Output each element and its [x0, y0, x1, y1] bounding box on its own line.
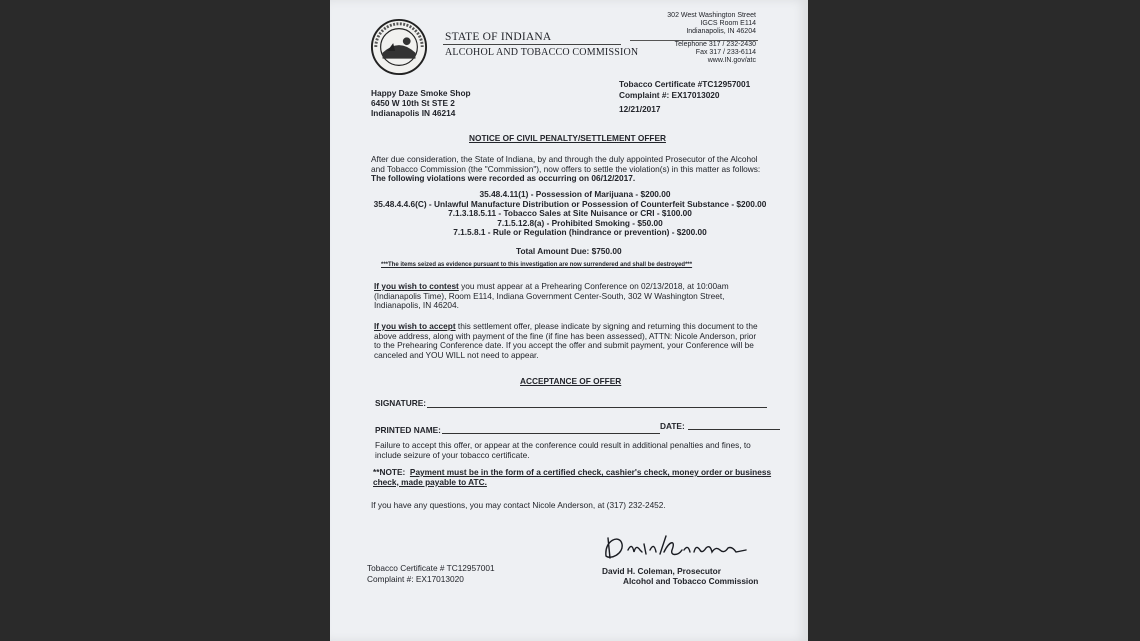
accept-paragraph — [374, 322, 758, 360]
intro-line-2: and Tobacco Commission (the "Commission"), now offers to settle the violation(s) in this matter as follows: — [371, 163, 761, 174]
contest-line-1: you must appear at a Prehearing Conference on 02/13/2018, at 10:00am — [458, 281, 729, 291]
handwritten-signature — [600, 530, 750, 566]
signature-label: SIGNATURE: — [375, 398, 427, 408]
printed-name-field[interactable] — [442, 433, 660, 434]
accept-lead: If you wish to accept — [374, 321, 456, 331]
contact-line: If you have any questions, you may contact Nicole Anderson, at (317) 232-2452. — [371, 500, 666, 510]
seized-items-notice: ***The items seized as evidence pursuant to this investigation are now surrendered and shall be destroyed*** — [381, 262, 693, 268]
signer-name: David H. Coleman, Prosecutor — [602, 566, 721, 576]
contest-line-2: (Indianapolis Time), Room E114, Indiana Government Center-South, 302 W Washington Street, — [374, 290, 725, 301]
state-heading: STATE OF INDIANA — [445, 31, 552, 43]
fax-line: Fax 317 / 233-6114 — [695, 49, 756, 56]
heading-rule — [443, 44, 621, 45]
date-label: DATE: — [660, 421, 685, 431]
total-amount: Total Amount Due: $750.00 — [516, 246, 622, 256]
violations-list — [370, 190, 770, 238]
contest-line-3: Indianapolis, IN 46204. — [374, 300, 459, 311]
footer-complaint: Complaint #: EX17013020 — [367, 574, 464, 584]
violation-item: 35.48.4.4.6(C) - Unlawful Manufacture Distribution or Possession of Counterfeit Substance - $200.00 — [373, 198, 767, 209]
footer-certificate: Tobacco Certificate # TC12957001 — [367, 563, 495, 573]
phone-line: Telephone 317 / 232-2430 — [674, 41, 756, 48]
violation-item: 7.1.5.12.8(a) - Prohibited Smoking - $50.00 — [497, 217, 663, 228]
intro-line-1: After due consideration, the State of Indiana, by and through the duly appointed Prosecutor of the Alcohol — [371, 154, 758, 164]
payment-note — [373, 468, 771, 487]
recipient-city: Indianapolis IN 46214 — [371, 108, 456, 118]
accept-line-1: this settlement offer, please indicate by signing and returning this document to the — [455, 321, 758, 331]
payment-note-line-1: Payment must be in the form of a certified check, cashier's check, money order or business — [409, 467, 772, 477]
payment-note-prefix: **NOTE: — [373, 467, 406, 477]
violation-item: 7.1.5.8.1 - Rule or Regulation (hindrance or prevention) - $200.00 — [453, 227, 707, 238]
recipient-street: 6450 W 10th St STE 2 — [371, 98, 455, 108]
acceptance-title: ACCEPTANCE OF OFFER — [520, 376, 622, 386]
payment-note-line-2: check, made payable to ATC. — [373, 476, 487, 487]
failure-line-2: include seizure of your tobacco certificate. — [375, 449, 530, 460]
contest-lead: If you wish to contest — [374, 281, 459, 291]
address-line-2: IGCS Room E114 — [700, 20, 756, 27]
recipient-name: Happy Daze Smoke Shop — [371, 88, 471, 98]
accept-line-2: above address, along with payment of the fine (if fine has been assessed), ATTN: Nicole Anderson, prior — [374, 330, 757, 341]
address-line-3: Indianapolis, IN 46204 — [686, 28, 756, 35]
violation-item: 35.48.4.11(1) - Possession of Marijuana - $200.00 — [479, 189, 671, 199]
commission-heading: ALCOHOL AND TOBACCO COMMISSION — [445, 47, 639, 58]
printed-name-label: PRINTED NAME: — [375, 425, 441, 435]
notice-document — [330, 0, 808, 641]
accept-line-4: canceled and YOU WILL not need to appear. — [374, 349, 539, 360]
violation-item: 7.1.3.18.5.11 - Tobacco Sales at Site Nuisance or CRI - $100.00 — [448, 208, 692, 219]
complaint-number: Complaint #: EX17013020 — [619, 90, 720, 100]
signature-field[interactable] — [427, 407, 767, 408]
contest-paragraph — [374, 282, 729, 311]
intro-paragraph — [371, 155, 760, 184]
website-line: www.IN.gov/atc — [707, 57, 756, 64]
failure-line-1: Failure to accept this offer, or appear at the conference could result in additional penalties and fines, to — [375, 440, 751, 450]
indiana-state-seal-icon — [370, 18, 428, 76]
signer-organization: Alcohol and Tobacco Commission — [623, 576, 759, 586]
notice-date: 12/21/2017 — [619, 104, 661, 114]
failure-paragraph — [375, 441, 751, 460]
notice-title: NOTICE OF CIVIL PENALTY/SETTLEMENT OFFER — [469, 133, 666, 143]
intro-bold-line: The following violations were recorded as occurring on 06/12/2017. — [371, 173, 636, 184]
accept-line-3: to the Prehearing Conference date. If you accept the offer and submit payment, your Conference will be — [374, 340, 754, 351]
certificate-number: Tobacco Certificate #TC12957001 — [619, 79, 751, 89]
date-field[interactable] — [688, 429, 780, 430]
address-line-1: 302 West Washington Street — [667, 12, 756, 19]
